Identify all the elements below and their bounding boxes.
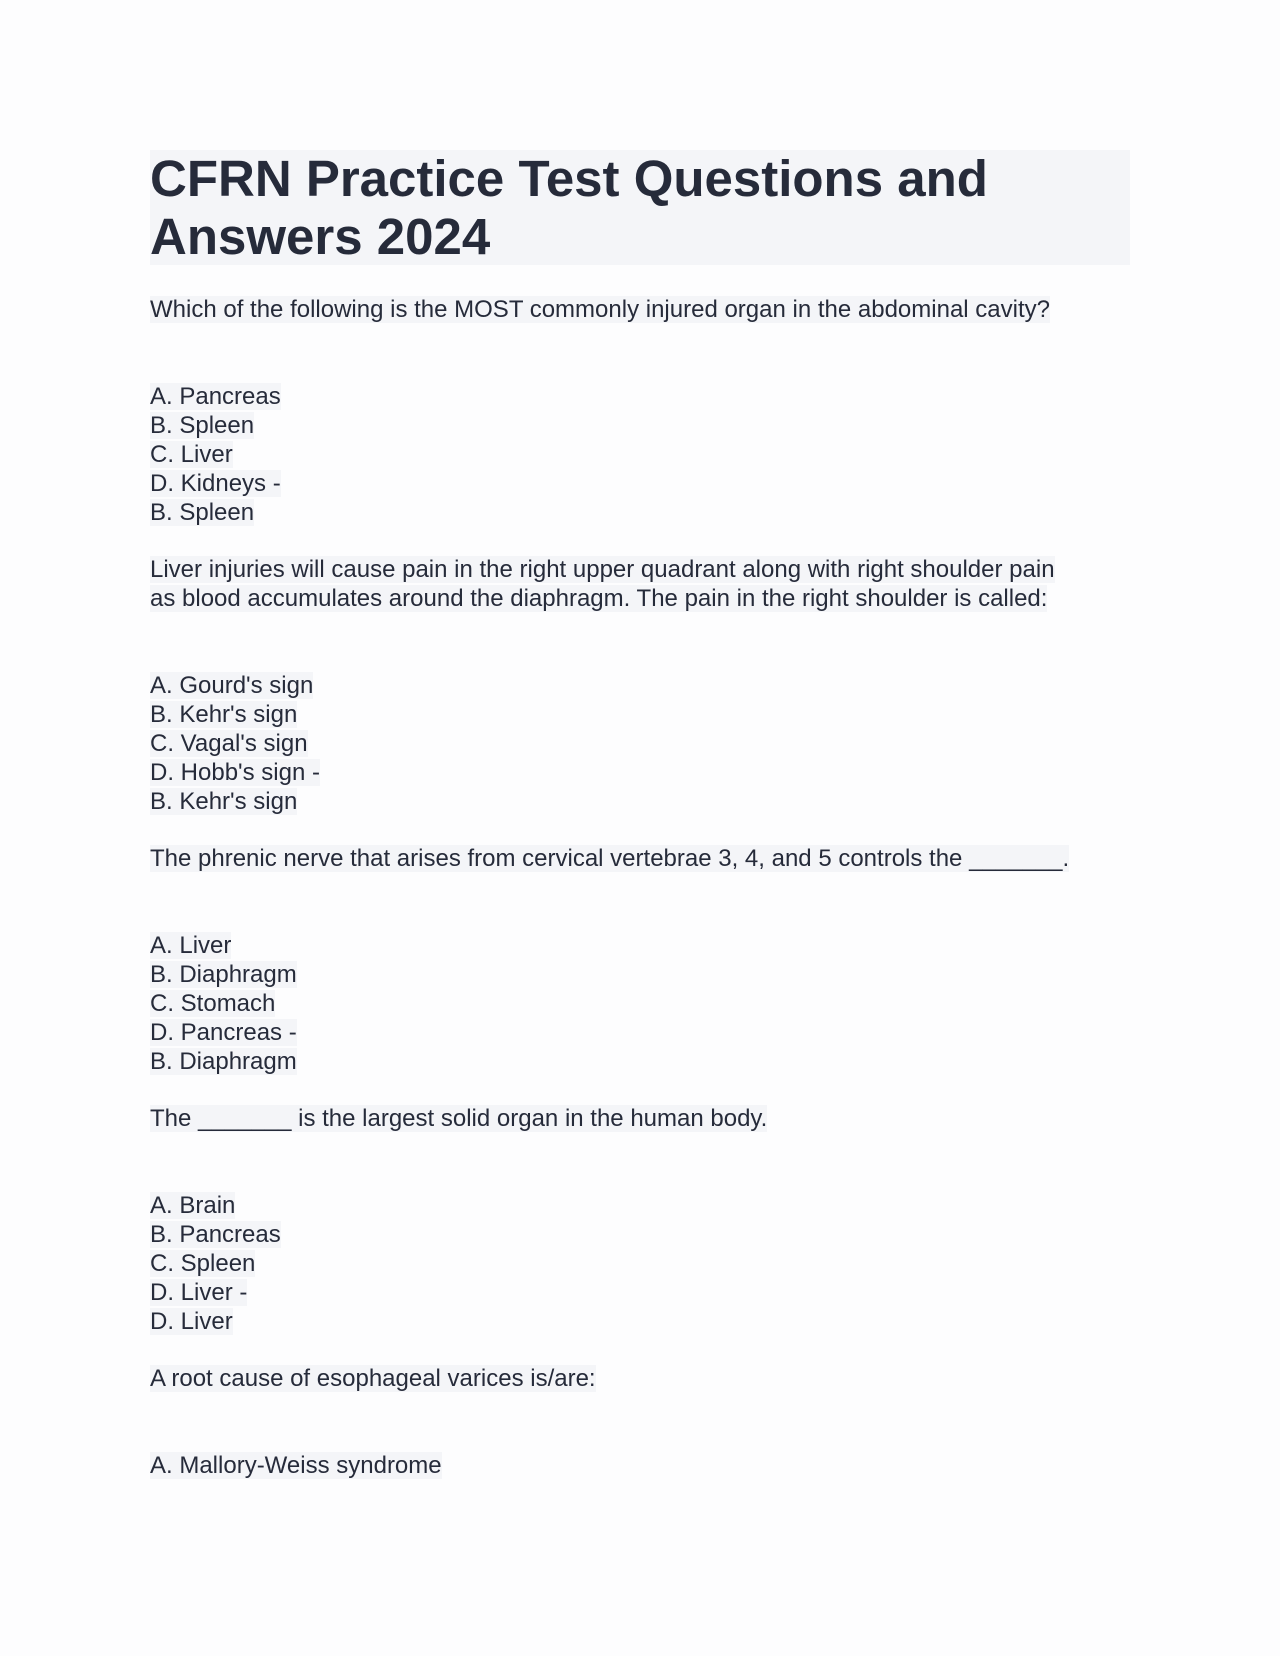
question-2-option: C. Vagal's sign [150, 730, 308, 757]
question-1-answer: B. Spleen [150, 499, 255, 526]
question-1-option: D. Kidneys - [150, 470, 281, 497]
question-3-answer: B. Diaphragm [150, 1048, 297, 1075]
question-3-option: D. Pancreas - [150, 1019, 297, 1046]
question-3-text: The phrenic nerve that arises from cervical vertebrae 3, 4, and 5 controls the _______. [150, 845, 1070, 872]
question-2-text-line-1: Liver injuries will cause pain in the right upper quadrant along with right shoulder pain [150, 556, 1055, 583]
question-4-option: C. Spleen [150, 1250, 256, 1277]
question-4-option: D. Liver - [150, 1279, 248, 1306]
question-4-option: A. Brain [150, 1192, 236, 1219]
title-line-2: Answers 2024 [150, 208, 491, 265]
question-4-option: B. Pancreas [150, 1221, 281, 1248]
document-title [150, 150, 1130, 265]
question-1-option: B. Spleen [150, 412, 255, 439]
question-5-option: A. Mallory-Weiss syndrome [150, 1452, 442, 1479]
question-2-text-line-2: as blood accumulates around the diaphragm. The pain in the right shoulder is called: [150, 585, 1048, 612]
question-3-option: C. Stomach [150, 990, 276, 1017]
question-1-option: A. Pancreas [150, 383, 281, 410]
question-2-option: B. Kehr's sign [150, 701, 298, 728]
question-2-option: A. Gourd's sign [150, 672, 314, 699]
question-4-answer: D. Liver [150, 1308, 233, 1335]
page-title [150, 150, 1130, 266]
question-2-answer: B. Kehr's sign [150, 788, 298, 815]
question-1-text: Which of the following is the MOST commonly injured organ in the abdominal cavity? [150, 296, 1050, 323]
question-3-option: B. Diaphragm [150, 961, 297, 988]
title-line-1: CFRN Practice Test Questions and [150, 150, 988, 207]
question-4-text: The _______ is the largest solid organ in the human body. [150, 1105, 768, 1132]
question-5-text: A root cause of esophageal varices is/are: [150, 1365, 596, 1392]
question-3-option: A. Liver [150, 932, 232, 959]
question-2-option: D. Hobb's sign - [150, 759, 320, 786]
question-1-option: C. Liver [150, 441, 233, 468]
